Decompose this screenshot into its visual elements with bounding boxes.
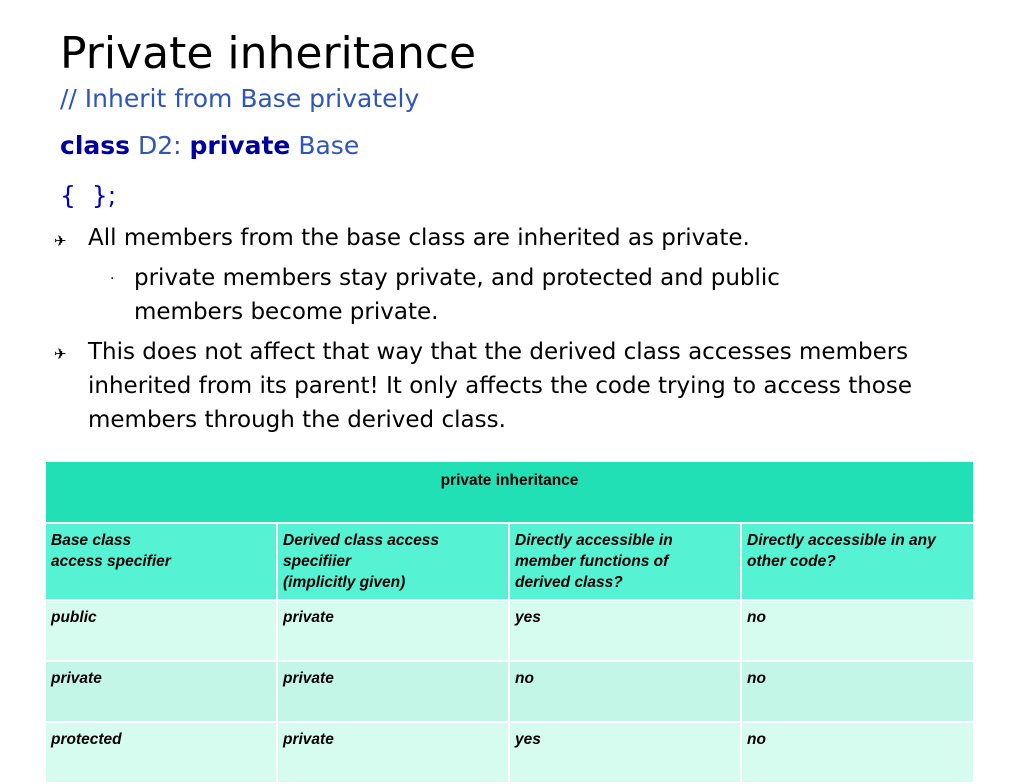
- table-header-row: [45, 523, 974, 600]
- bullet-marker-icon: ✈: [54, 345, 67, 363]
- table-cell: no: [741, 722, 974, 783]
- sub-bullet-marker-icon: ·: [110, 271, 115, 287]
- header-derived-class-access: Derived class access specifiier (implicitly given): [277, 523, 509, 600]
- bullet-derived-access-note: This does not affect that way that the derived class accesses members inherited from its parent! It only affects the code trying to access those members through the derived class.: [88, 339, 913, 433]
- table-title: private inheritance: [45, 461, 974, 523]
- bullet-all-members-private: All members from the base class are inherited as private.: [88, 225, 750, 251]
- table-cell: protected: [45, 722, 277, 783]
- table-row: [45, 722, 974, 783]
- header-base-class-access: Base class access specifier: [45, 523, 277, 600]
- table-title-row: [45, 461, 974, 523]
- table-cell: private: [277, 600, 509, 661]
- private-keyword: private: [189, 131, 291, 160]
- table-cell: no: [509, 661, 741, 722]
- private-inheritance-table: [44, 460, 975, 784]
- table-row: [45, 661, 974, 722]
- class-body-braces: { };: [60, 181, 117, 210]
- table-row: [45, 600, 974, 661]
- sub-bullet-members-become-private: private members stay private, and protected and public members become private.: [134, 265, 780, 325]
- table-cell: yes: [509, 722, 741, 783]
- class-name-text: D2:: [130, 131, 190, 160]
- table-cell: private: [277, 661, 509, 722]
- class-declaration: [60, 130, 359, 162]
- table-cell: no: [741, 600, 974, 661]
- bullet-marker-icon: ✈: [54, 232, 67, 250]
- class-keyword: class: [60, 131, 131, 160]
- table-cell: no: [741, 661, 974, 722]
- table-cell: yes: [509, 600, 741, 661]
- base-class-name: Base: [290, 131, 360, 160]
- code-comment: // Inherit from Base privately: [60, 84, 420, 113]
- slide-title: Private inheritance: [60, 28, 477, 79]
- header-accessible-other-code: Directly accessible in any other code?: [741, 523, 974, 600]
- table-cell: public: [45, 600, 277, 661]
- table-cell: private: [277, 722, 509, 783]
- table-cell: private: [45, 661, 277, 722]
- header-accessible-in-derived: Directly accessible in member functions of derived class?: [509, 523, 741, 600]
